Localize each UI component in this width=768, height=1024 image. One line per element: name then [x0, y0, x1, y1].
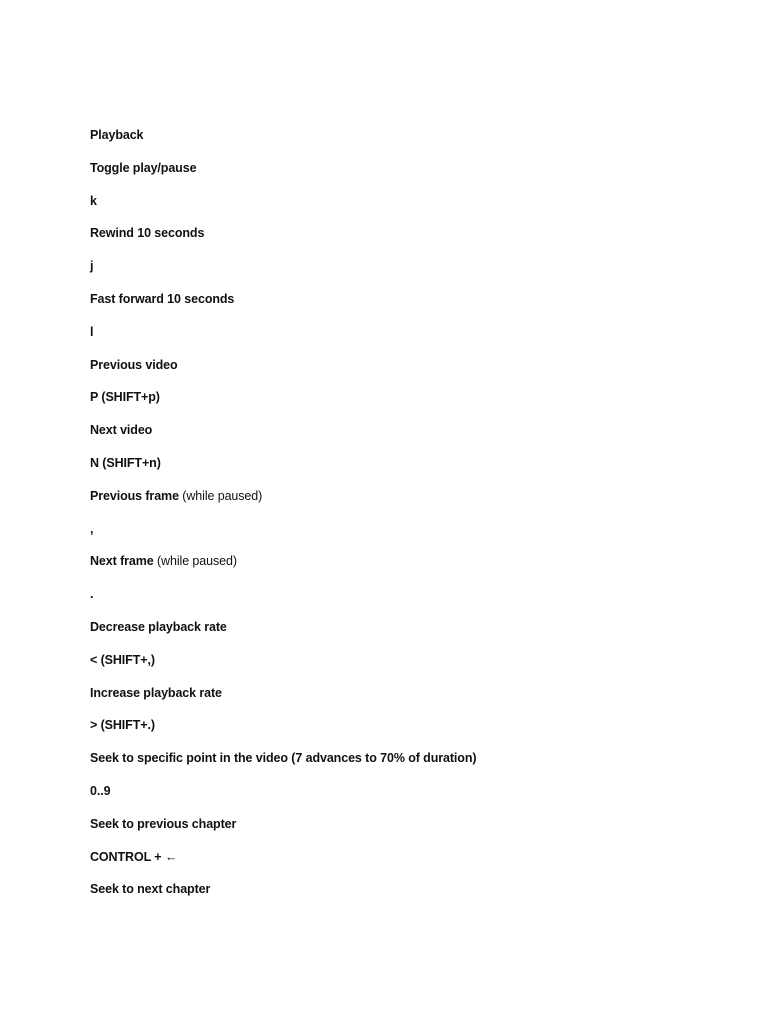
- shortcut-description: [90, 356, 476, 389]
- line-text: Toggle play/pause: [90, 160, 197, 175]
- line-text: Rewind 10 seconds: [90, 226, 205, 241]
- shortcut-key: [90, 388, 476, 421]
- shortcut-description: [90, 618, 476, 651]
- line-text: < (SHIFT+,): [90, 652, 155, 667]
- shortcut-description: [90, 749, 476, 782]
- shortcut-key: [90, 257, 476, 290]
- shortcut-description: [90, 421, 476, 454]
- shortcut-key: [90, 520, 476, 553]
- line-text: Previous video: [90, 357, 178, 372]
- line-text: Seek to specific point in the video (7 advances to 70% of duration): [90, 751, 477, 766]
- shortcut-key: [90, 848, 476, 881]
- shortcut-description: [90, 880, 476, 913]
- shortcut-description: [90, 684, 476, 717]
- line-text: CONTROL + ←: [90, 849, 178, 864]
- line-text: l: [90, 324, 94, 339]
- line-text: > (SHIFT+.): [90, 718, 155, 733]
- line-text: k: [90, 193, 97, 208]
- line-suffix: (while paused): [178, 488, 263, 503]
- line-text: Seek to previous chapter: [90, 816, 237, 831]
- line-text: j: [90, 259, 94, 274]
- line-text: .: [90, 587, 94, 602]
- line-text: Increase playback rate: [90, 685, 222, 700]
- line-text: N (SHIFT+n): [90, 455, 161, 470]
- line-text: 0..9: [90, 783, 111, 798]
- section-heading-playback: [90, 126, 476, 159]
- line-text: Seek to next chapter: [90, 882, 211, 897]
- shortcut-description: [90, 487, 476, 520]
- shortcut-key: [90, 192, 476, 225]
- shortcut-key: [90, 585, 476, 618]
- shortcut-key: [90, 651, 476, 684]
- shortcut-key: [90, 454, 476, 487]
- line-text: Next video: [90, 423, 153, 438]
- shortcut-description: [90, 552, 476, 585]
- line-text: Fast forward 10 seconds: [90, 291, 235, 306]
- shortcut-description: [90, 815, 476, 848]
- shortcut-description: [90, 290, 476, 323]
- shortcut-description: [90, 224, 476, 257]
- line-text: Decrease playback rate: [90, 619, 227, 634]
- shortcut-list: [90, 126, 476, 913]
- shortcut-key: [90, 782, 476, 815]
- shortcut-key: [90, 716, 476, 749]
- shortcut-key: [90, 323, 476, 356]
- line-text: Playback: [90, 128, 144, 142]
- line-text: P (SHIFT+p): [90, 390, 160, 405]
- shortcut-description: [90, 159, 476, 192]
- line-text: Next frame: [90, 554, 154, 569]
- line-text: Previous frame: [90, 488, 179, 503]
- line-text: ,: [90, 521, 94, 536]
- line-suffix: (while paused): [153, 554, 237, 569]
